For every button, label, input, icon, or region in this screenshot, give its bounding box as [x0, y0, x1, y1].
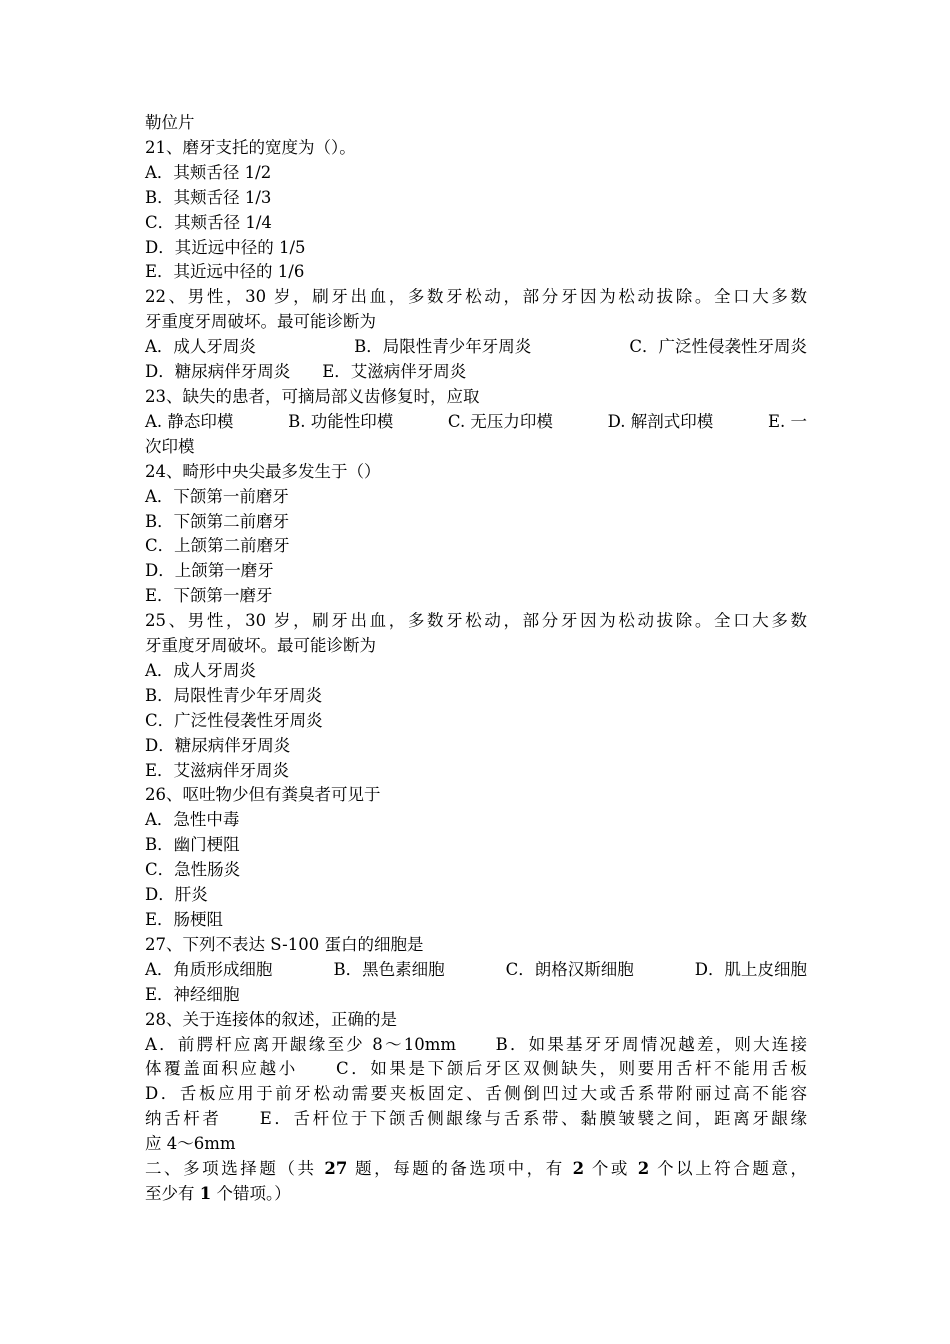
option-c: C．广泛性侵袭性牙周炎 — [629, 337, 807, 357]
option-b: B．幽门梗阻 — [145, 835, 240, 855]
options-row — [145, 958, 807, 983]
question-21: 21、磨牙支托的宽度为（）。 — [145, 137, 356, 157]
option-d: D．其近远中径的 1/5 — [145, 237, 306, 257]
option-e-cont: 次印模 — [145, 436, 195, 456]
question-25: 25、男性，30 岁，刷牙出血，多数牙松动，部分牙因为松动拔除。全口大多数 — [145, 611, 807, 631]
option-b: B．其颊舌径 1/3 — [145, 187, 272, 207]
option-e: E．艾滋病伴牙周炎 — [145, 760, 290, 780]
question-28-options: 应 4～6mm — [145, 1134, 236, 1154]
option-e: E．肠梗阻 — [145, 910, 224, 929]
option-b: B．下颌第二前磨牙 — [145, 511, 290, 531]
section-heading-text: 至少有 — [145, 1183, 200, 1203]
question-28-options: 体覆盖面积应越小 C．如果是下颌后牙区双侧缺失，则要用舌杆不能用舌板 — [145, 1059, 807, 1079]
option-c: C. 无压力印模 — [447, 411, 553, 431]
option-a: A．急性中毒 — [145, 810, 240, 830]
section-heading-number: 27 — [324, 1159, 348, 1179]
question-28-options: A．前腭杆应离开龈缘至少 8～10mm B．如果基牙牙周情况越差，则大连接 — [145, 1034, 807, 1054]
section-heading-text: 个或 — [584, 1159, 638, 1179]
question-28-options: 纳舌杆者 E．舌杆位于下颌舌侧龈缘与舌系带、黏膜皱襞之间，距离牙龈缘 — [145, 1109, 807, 1129]
section-heading-number: 2 — [637, 1159, 650, 1179]
text-line: 勒位片 — [145, 113, 195, 132]
option-a: A．下颌第一前磨牙 — [145, 486, 289, 506]
option-e: E. 一 — [767, 411, 807, 431]
option-a: A．其颊舌径 1/2 — [145, 162, 272, 182]
option-d: D．肌上皮细胞 — [694, 959, 807, 979]
option-d: D．糖尿病伴牙周炎 — [145, 362, 291, 382]
section-heading-number: 2 — [572, 1159, 585, 1179]
option-c: C．上颌第二前磨牙 — [145, 536, 290, 556]
question-28: 28、关于连接体的叙述，正确的是 — [145, 1009, 397, 1029]
option-d: D．肝炎 — [145, 885, 208, 905]
option-d: D. 解剖式印模 — [607, 411, 714, 431]
option-c: C．广泛性侵袭性牙周炎 — [145, 710, 323, 730]
option-b: B．局限性青少年牙周炎 — [145, 685, 323, 705]
question-25-cont: 牙重度牙周破坏。最可能诊断为 — [145, 636, 376, 656]
section-heading-text: 题，每题的备选项中，有 — [347, 1159, 573, 1179]
option-d: D．糖尿病伴牙周炎 — [145, 735, 291, 755]
options-row — [145, 410, 807, 435]
options-row — [145, 335, 807, 360]
question-26: 26、呕吐物少但有粪臭者可见于 — [145, 785, 381, 805]
option-e: E．艾滋病伴牙周炎 — [322, 362, 467, 382]
option-b: B. 功能性印模 — [288, 411, 394, 431]
option-a: A．角质形成细胞 — [145, 959, 273, 979]
section-heading-cont — [145, 1182, 807, 1207]
question-23: 23、缺失的患者，可摘局部义齿修复时，应取 — [145, 386, 480, 406]
question-24: 24、畸形中央尖最多发生于（） — [145, 461, 381, 481]
option-a: A. 静态印模 — [145, 411, 234, 431]
options-row — [145, 360, 807, 385]
option-e: E．其近远中径的 1/6 — [145, 262, 305, 282]
option-a: A．成人牙周炎 — [145, 337, 256, 357]
question-27: 27、下列不表达 S-100 蛋白的细胞是 — [145, 934, 424, 954]
option-e: E．神经细胞 — [145, 984, 240, 1004]
document-page — [145, 111, 807, 1207]
section-heading-number: 1 — [199, 1183, 212, 1203]
section-heading-text: 二、多项选择题（共 — [145, 1159, 325, 1179]
section-heading-text: 个错项。） — [211, 1183, 291, 1203]
option-c: C．其颊舌径 1/4 — [145, 212, 272, 232]
question-22-cont: 牙重度牙周破坏。最可能诊断为 — [145, 312, 376, 332]
option-a: A．成人牙周炎 — [145, 660, 256, 680]
section-heading — [145, 1157, 807, 1182]
option-c: C．急性肠炎 — [145, 860, 241, 880]
option-b: B．黑色素细胞 — [333, 959, 445, 979]
option-e: E．下颌第一磨牙 — [145, 586, 273, 606]
option-b: B．局限性青少年牙周炎 — [354, 337, 532, 357]
question-22: 22、男性，30 岁，刷牙出血，多数牙松动，部分牙因为松动拔除。全口大多数 — [145, 287, 807, 307]
option-c: C．朗格汉斯细胞 — [505, 959, 634, 979]
section-heading-text: 个以上符合题意， — [649, 1159, 807, 1179]
option-d: D．上颌第一磨牙 — [145, 561, 274, 581]
question-28-options: D．舌板应用于前牙松动需要夹板固定、舌侧倒凹过大或舌系带附丽过高不能容 — [145, 1084, 807, 1104]
